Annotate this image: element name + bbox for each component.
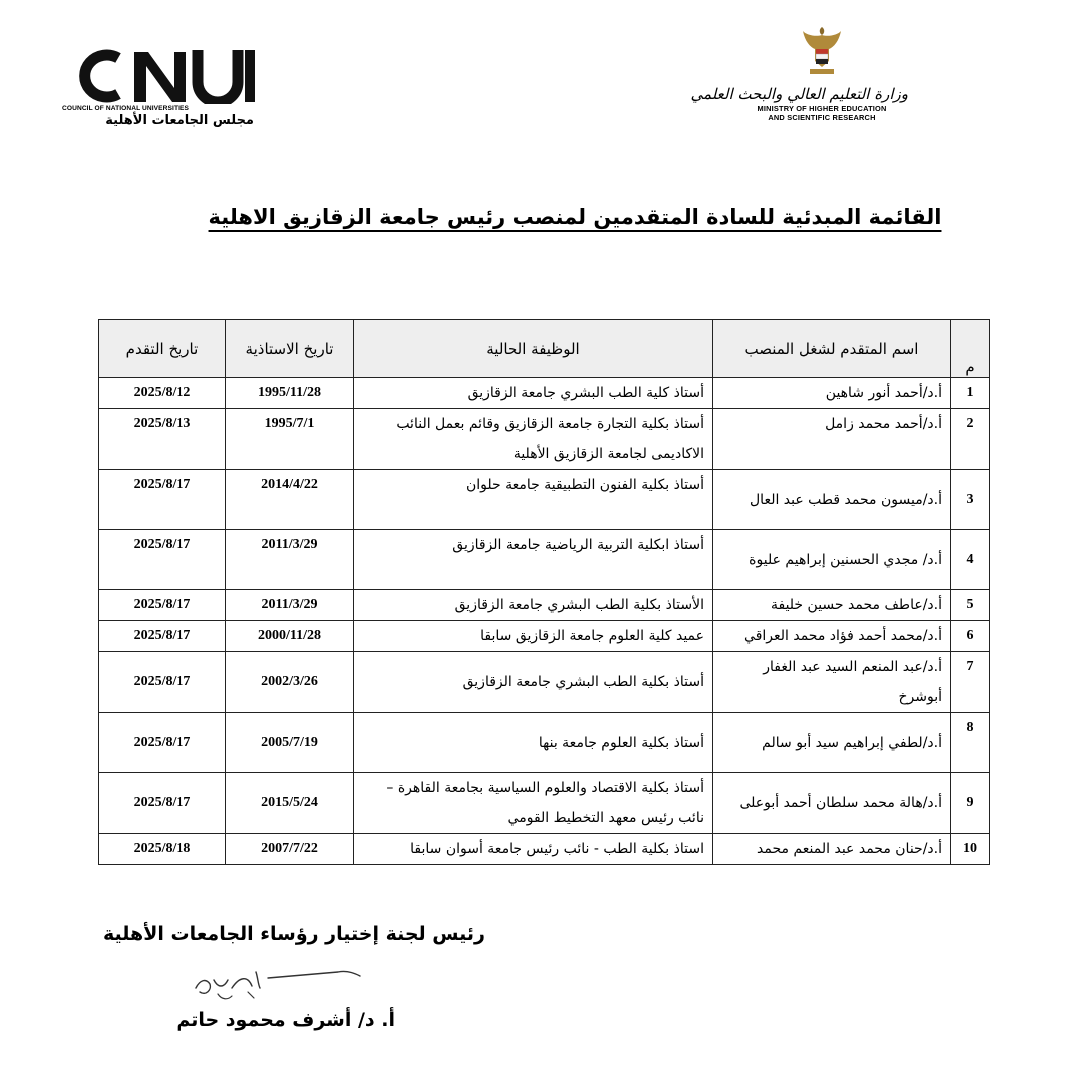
page-title: [200, 205, 950, 229]
header-number: م: [951, 320, 990, 378]
application-date: 2025/8/12: [99, 378, 226, 409]
row-number: 9: [951, 773, 990, 834]
professorship-date: 2002/3/26: [226, 652, 354, 713]
candidate-name: أ.د/عبد المنعم السيد عبد الغفار أبوشرخ: [713, 652, 951, 713]
application-date: 2025/8/18: [99, 834, 226, 865]
candidate-name: أ.د/أحمد محمد زامل: [713, 409, 951, 470]
candidate-name: أ.د/حنان محمد عبد المنعم محمد: [713, 834, 951, 865]
current-job: الأستاذ بكلية الطب البشري جامعة الزقازيق: [354, 590, 713, 621]
table-row: [99, 378, 990, 409]
row-number: 5: [951, 590, 990, 621]
candidate-name: أ.د/عاطف محمد حسين خليفة: [713, 590, 951, 621]
application-date: 2025/8/17: [99, 773, 226, 834]
page-title-text: القائمة المبدئية للسادة المتقدمين لمنصب رئيس جامعة الزقازيق الاهلية: [208, 205, 942, 229]
table-row: [99, 773, 990, 834]
current-job: أستاذ بكلية التجارة جامعة الزقازيق وقائم بعمل النائب الاكاديمى لجامعة الزقازيق الأهلية: [354, 409, 713, 470]
table-row: [99, 834, 990, 865]
table-row: [99, 409, 990, 470]
row-number: 2: [951, 409, 990, 470]
application-date: 2025/8/17: [99, 713, 226, 773]
signature-title: رئيس لجنة إختيار رؤساء الجامعات الأهلية: [103, 923, 485, 945]
current-job: عميد كلية العلوم جامعة الزقازيق سابقا: [354, 621, 713, 652]
table-row: [99, 590, 990, 621]
professorship-date: 2011/3/29: [226, 530, 354, 590]
table-row: [99, 470, 990, 530]
candidates-table: [98, 319, 990, 865]
candidate-name: أ.د/أحمد أنور شاهين: [713, 378, 951, 409]
candidate-name: أ.د/ميسون محمد قطب عبد العال: [713, 470, 951, 530]
professorship-date: 2007/7/22: [226, 834, 354, 865]
current-job: أستاذ كلية الطب البشري جامعة الزقازيق: [354, 378, 713, 409]
ministry-logo: [690, 25, 908, 122]
table-row: [99, 530, 990, 590]
eagle-emblem-icon: [802, 25, 842, 79]
row-number: 7: [951, 652, 990, 713]
ministry-english-line1: MINISTRY OF HIGHER EDUCATION: [757, 104, 887, 113]
application-date: 2025/8/17: [99, 530, 226, 590]
cnu-logo-arabic: مجلس الجامعات الأهلية: [105, 113, 254, 128]
table-row: [99, 652, 990, 713]
header-prof-date: تاريخ الاستاذية: [226, 320, 354, 378]
row-number: 6: [951, 621, 990, 652]
row-number: 4: [951, 530, 990, 590]
current-job: استاذ بكلية الطب - نائب رئيس جامعة أسوان سابقا: [354, 834, 713, 865]
current-job: أستاذ بكلية الطب البشري جامعة الزقازيق: [354, 652, 713, 713]
cnu-logo: [62, 48, 262, 128]
header-apply-date: تاريخ التقدم: [99, 320, 226, 378]
professorship-date: 2015/5/24: [226, 773, 354, 834]
application-date: 2025/8/13: [99, 409, 226, 470]
table-header-row: [99, 320, 990, 378]
candidate-name: أ.د/هالة محمد سلطان أحمد أبوعلى: [713, 773, 951, 834]
professorship-date: 2014/4/22: [226, 470, 354, 530]
candidate-name: أ.د/محمد أحمد فؤاد محمد العراقي: [713, 621, 951, 652]
candidate-name: أ.د/لطفي إبراهيم سيد أبو سالم: [713, 713, 951, 773]
cnu-logo-english: COUNCIL OF NATIONAL UNIVERSITIES: [62, 105, 190, 112]
signatory-name: أ. د/ أشرف محمود حاتم: [176, 1009, 395, 1031]
table-row: [99, 621, 990, 652]
handwritten-signature: [188, 958, 368, 1006]
ministry-logo-english: [736, 105, 908, 122]
professorship-date: 2000/11/28: [226, 621, 354, 652]
candidate-name: أ.د/ مجدي الحسنين إبراهيم عليوة: [713, 530, 951, 590]
ministry-english-line2: AND SCIENTIFIC RESEARCH: [768, 112, 876, 122]
row-number: 1: [951, 378, 990, 409]
current-job: أستاذ بكلية الفنون التطبيقية جامعة حلوان: [354, 470, 713, 530]
table-row: [99, 713, 990, 773]
header-name: اسم المتقدم لشغل المنصب: [713, 320, 951, 378]
application-date: 2025/8/17: [99, 621, 226, 652]
professorship-date: 2011/3/29: [226, 590, 354, 621]
professorship-date: 1995/11/28: [226, 378, 354, 409]
row-number: 3: [951, 470, 990, 530]
row-number: 8: [951, 713, 990, 773]
ministry-logo-arabic: وزارة التعليم العالي والبحث العلمي: [690, 85, 908, 103]
current-job: أستاذ ابكلية التربية الرياضية جامعة الزقازيق: [354, 530, 713, 590]
professorship-date: 1995/7/1: [226, 409, 354, 470]
header-job: الوظيفة الحالية: [354, 320, 713, 378]
application-date: 2025/8/17: [99, 470, 226, 530]
application-date: 2025/8/17: [99, 590, 226, 621]
row-number: 10: [951, 834, 990, 865]
cnu-logo-mark: [62, 48, 256, 104]
professorship-date: 2005/7/19: [226, 713, 354, 773]
current-job: أستاذ بكلية الاقتصاد والعلوم السياسية بجامعة القاهرة – نائب رئيس معهد التخطيط القومي: [354, 773, 713, 834]
current-job: أستاذ بكلية العلوم جامعة بنها: [354, 713, 713, 773]
application-date: 2025/8/17: [99, 652, 226, 713]
